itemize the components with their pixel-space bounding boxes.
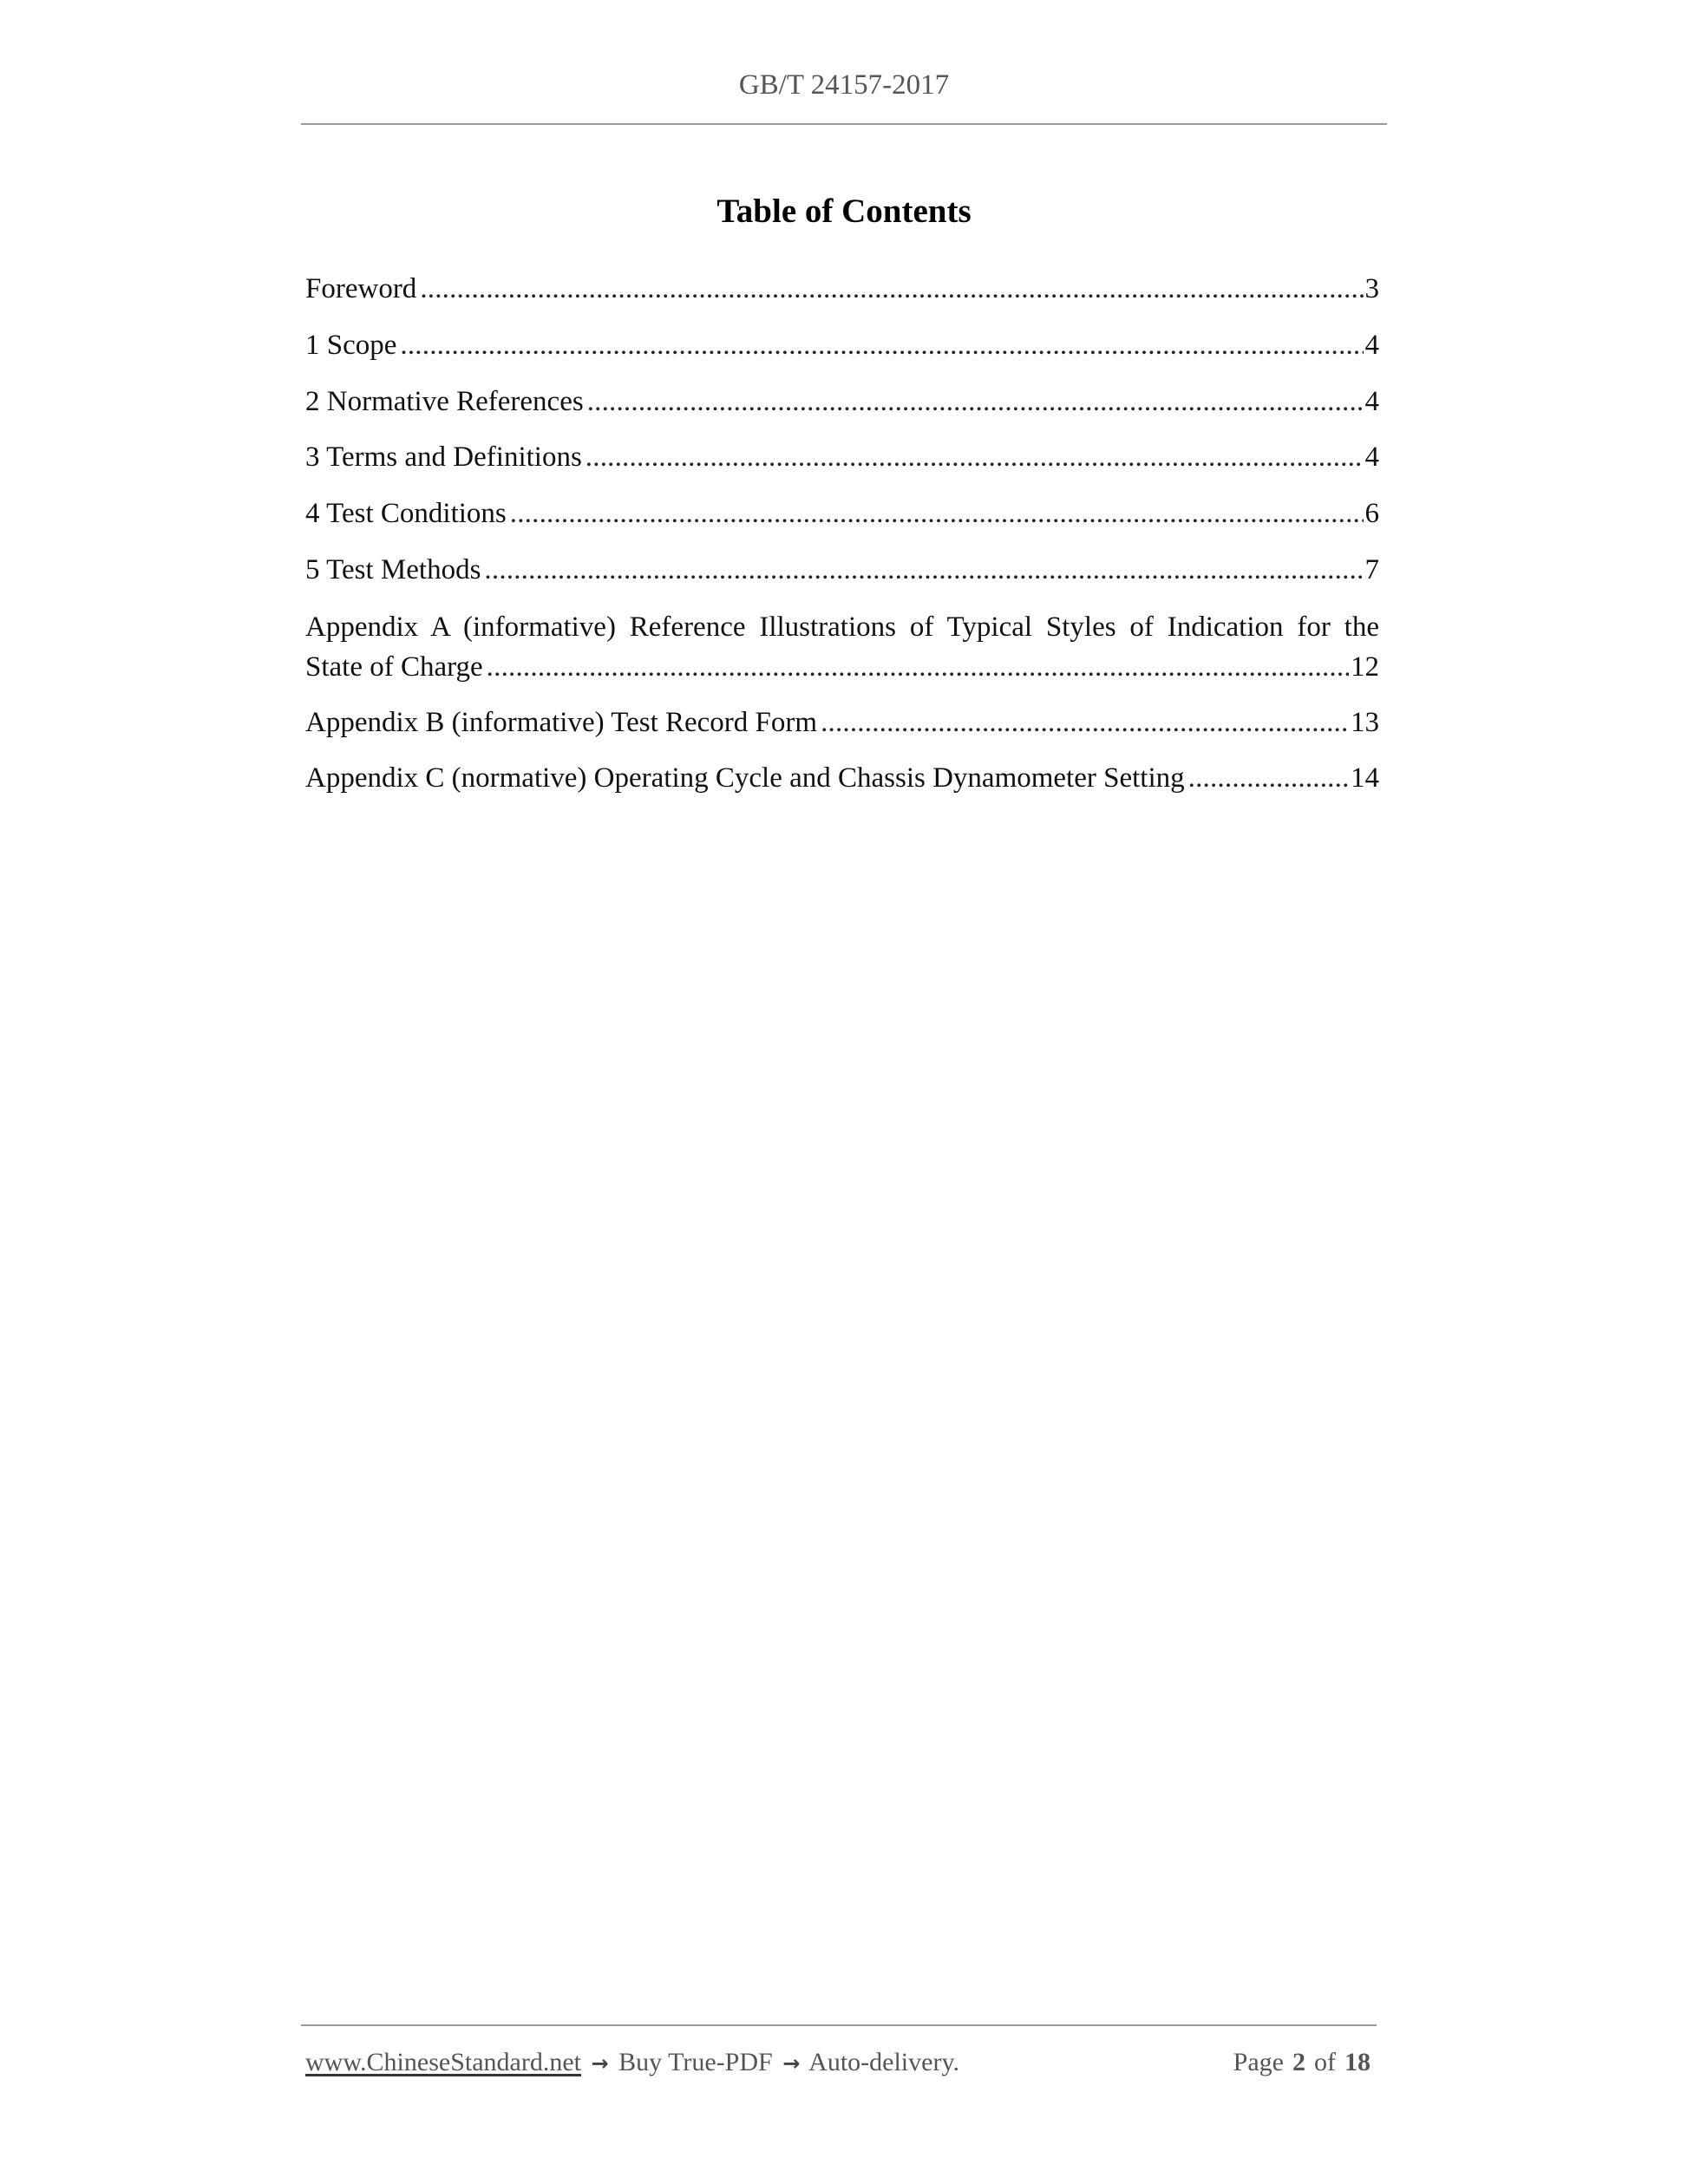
dot-leader bbox=[510, 494, 1364, 533]
toc-entry-appendix-a[interactable] bbox=[305, 607, 1379, 687]
dot-leader bbox=[400, 325, 1363, 365]
dot-leader bbox=[420, 269, 1363, 309]
dot-leader bbox=[1188, 758, 1349, 798]
toc-entry-page: 6 bbox=[1364, 498, 1379, 529]
footer-promo bbox=[305, 2047, 959, 2079]
toc-entry-page: 7 bbox=[1364, 554, 1379, 585]
dot-leader bbox=[484, 550, 1363, 590]
arrow-right-icon: → bbox=[782, 2051, 801, 2076]
auto-delivery-text: Auto-delivery. bbox=[808, 2048, 959, 2076]
toc-entry-label-line2: State of Charge bbox=[305, 651, 483, 683]
toc-entry-scope[interactable] bbox=[305, 325, 1379, 365]
dot-leader bbox=[487, 647, 1349, 687]
toc-entry-label: Foreword bbox=[305, 273, 417, 304]
page-header bbox=[301, 68, 1387, 102]
toc-entry-label: 1 Scope bbox=[305, 330, 397, 361]
website-link[interactable]: www.ChineseStandard.net bbox=[305, 2048, 581, 2076]
standard-code: GB/T 24157-2017 bbox=[738, 69, 950, 101]
arrow-right-icon: → bbox=[591, 2051, 609, 2076]
toc-entry-normative-references[interactable] bbox=[305, 382, 1379, 422]
page-indicator bbox=[1233, 2047, 1371, 2078]
total-pages-number: 18 bbox=[1345, 2048, 1371, 2076]
footer-divider bbox=[301, 2024, 1377, 2026]
toc-entry-label: 5 Test Methods bbox=[305, 554, 481, 585]
dot-leader bbox=[586, 437, 1364, 477]
of-label: of bbox=[1314, 2048, 1336, 2076]
toc-entry-foreword[interactable] bbox=[305, 269, 1379, 309]
toc-entry-page: 12 bbox=[1351, 651, 1379, 683]
buy-pdf-text: Buy True-PDF bbox=[618, 2048, 773, 2076]
toc-entry-test-methods[interactable] bbox=[305, 550, 1379, 590]
toc-entry-label: 2 Normative References bbox=[305, 386, 584, 417]
toc-entry-label: Appendix C (normative) Operating Cycle and Chassis Dynamometer Setting bbox=[305, 762, 1185, 794]
dot-leader bbox=[587, 382, 1364, 422]
toc-entry-label-line1: Appendix A (informative) Reference Illustrations of Typical Styles of Indication for the bbox=[305, 611, 1379, 643]
toc-entry-page: 3 bbox=[1364, 273, 1379, 304]
toc-entry-appendix-c[interactable] bbox=[305, 758, 1379, 798]
toc-entry-page: 14 bbox=[1351, 762, 1379, 794]
dot-leader bbox=[821, 703, 1349, 742]
current-page-number: 2 bbox=[1292, 2048, 1305, 2076]
page-label: Page bbox=[1233, 2048, 1284, 2076]
toc-entry-label: 4 Test Conditions bbox=[305, 498, 507, 529]
toc-entry-page: 13 bbox=[1351, 707, 1379, 738]
toc-entry-test-conditions[interactable] bbox=[305, 494, 1379, 533]
toc-title: Table of Contents bbox=[716, 193, 972, 230]
header-divider bbox=[301, 123, 1387, 125]
toc-entry-terms-and-definitions[interactable] bbox=[305, 437, 1379, 477]
toc-entry-page: 4 bbox=[1364, 441, 1379, 473]
toc-entry-page: 4 bbox=[1364, 386, 1379, 417]
toc-entry-appendix-b[interactable] bbox=[305, 703, 1379, 742]
toc-entry-label: 3 Terms and Definitions bbox=[305, 441, 582, 473]
toc-entry-label: Appendix B (informative) Test Record Form bbox=[305, 707, 818, 738]
toc-entry-page: 4 bbox=[1364, 330, 1379, 361]
